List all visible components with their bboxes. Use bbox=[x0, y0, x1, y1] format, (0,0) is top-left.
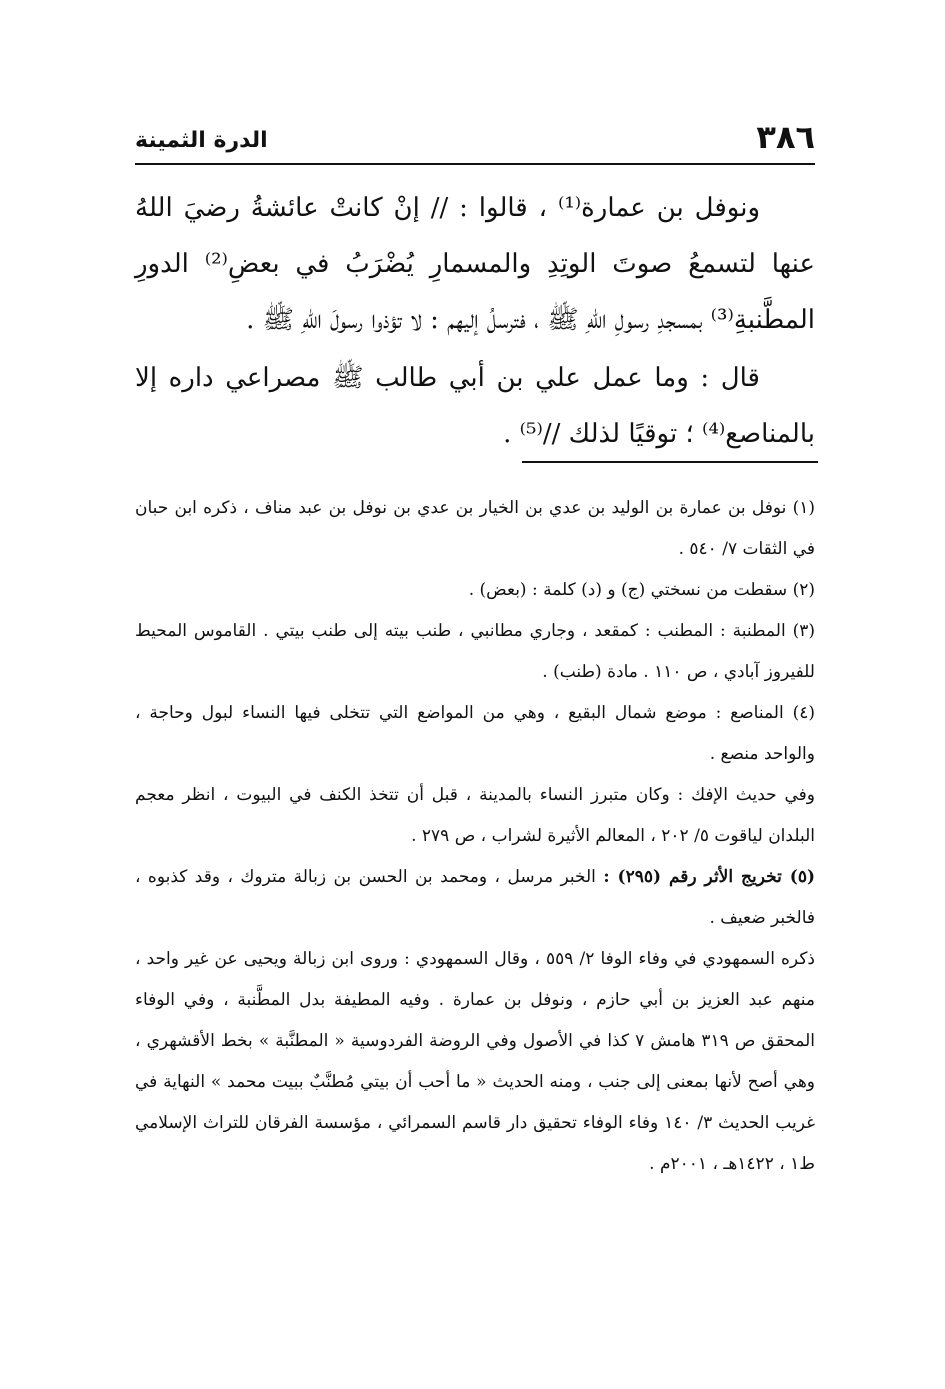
footnote-1: (١) نوفل بن عمارة بن الوليد بن عدي بن الخيار بن عدي بن نوفل بن عبد مناف ، ذكره ابن حبان في الثقات ٧/ ٥٤٠ . bbox=[135, 498, 815, 559]
page-header bbox=[135, 118, 815, 160]
footnote-5-text: الخبر مرسل ، ومحمد بن الحسن بن زبالة متروك ، وقد كذبوه ، فالخبر ضعيف . bbox=[135, 867, 815, 928]
footnote-5 bbox=[135, 857, 815, 939]
main-paragraph-1: ونوفل بن عمارة⁽¹⁾ ، قالوا : // إنْ كانتْ عائشةُ رضيَ اللهُ عنها لتسمعُ صوتَ الوتِدِ والمسمارِ يُضْرَبُ في بعضِ⁽²⁾ الدورِ المطَّنبةِ⁽³⁾ بمسجدِ رسولِ اللهِ ﷺ ، فترسلُ إليهم : لا تؤذوا رسولَ اللهِ ﷺ . bbox=[135, 193, 815, 335]
page-number: ٣٨٦ bbox=[756, 118, 815, 156]
main-paragraph-2: قال : وما عمل علي بن أبي طالب ﷺ مصراعي داره إلا بالمناصع⁽⁴⁾ ؛ توقيًا لذلك //⁽⁵⁾ . bbox=[135, 363, 815, 449]
footnote-3: (٣) المطنبة : المطنب : كمقعد ، وجاري مطانبي ، طنب بيته إلى طنب بيتي . القاموس المحيط للفيروز آبادي ، ص ١١٠ . مادة (طنب) . bbox=[135, 621, 815, 682]
footnote-4-continuation: وفي حديث الإفك : وكان متبرز النساء بالمدينة ، قبل أن تتخذ الكنف في البيوت ، انظر معجم البلدان لياقوت ٥/ ٢٠٢ ، المعالم الأثيرة لشراب ، ص ٢٧٩ . bbox=[135, 785, 815, 846]
footnote-5-label: (٥) تخريج الأثر رقم (٢٩٥) : bbox=[603, 867, 815, 887]
main-text bbox=[135, 180, 815, 462]
header-divider bbox=[135, 163, 815, 165]
footnote-2: (٢) سقطت من نسختي (ج) و (د) كلمة : (بعض) . bbox=[468, 580, 815, 600]
footnote-4: (٤) المناصع : موضع شمال البقيع ، وهي من المواضع التي تتخلى فيها النساء لبول وحاجة ، والواحد منصع . bbox=[135, 703, 815, 764]
footnotes bbox=[135, 488, 815, 1185]
book-title: الدرة الثمينة bbox=[135, 128, 268, 153]
footnote-5-continuation: ذكره السمهودي في وفاء الوفا ٢/ ٥٥٩ ، وقال السمهودي : وروى ابن زبالة ويحيى عن غير واحد ، منهم عبد العزيز بن أبي حازم ، ونوفل بن عمارة . وفيه المطيفة بدل المطَّنبة ، وفي الوفاء المحقق ص ٣١٩ هامش ٧ كذا في الأصول وفي الروضة الفردوسية « المطنَّبة » بخط الأقشهري ، وهي أصح لأنها بمعنى إلى جنب ، ومنه الحديث « ما أحب أن بيتي مُطنَّبٌ ببيت محمد » النهاية في غريب الحديث ٣/ ١٤٠ وفاء الوفاء تحقيق دار قاسم السمرائي ، مؤسسة الفرقان للتراث الإسلامي ط١ ، ١٤٢٢هـ ، ٢٠٠١م . bbox=[135, 949, 816, 1174]
footnote-separator bbox=[522, 461, 818, 463]
